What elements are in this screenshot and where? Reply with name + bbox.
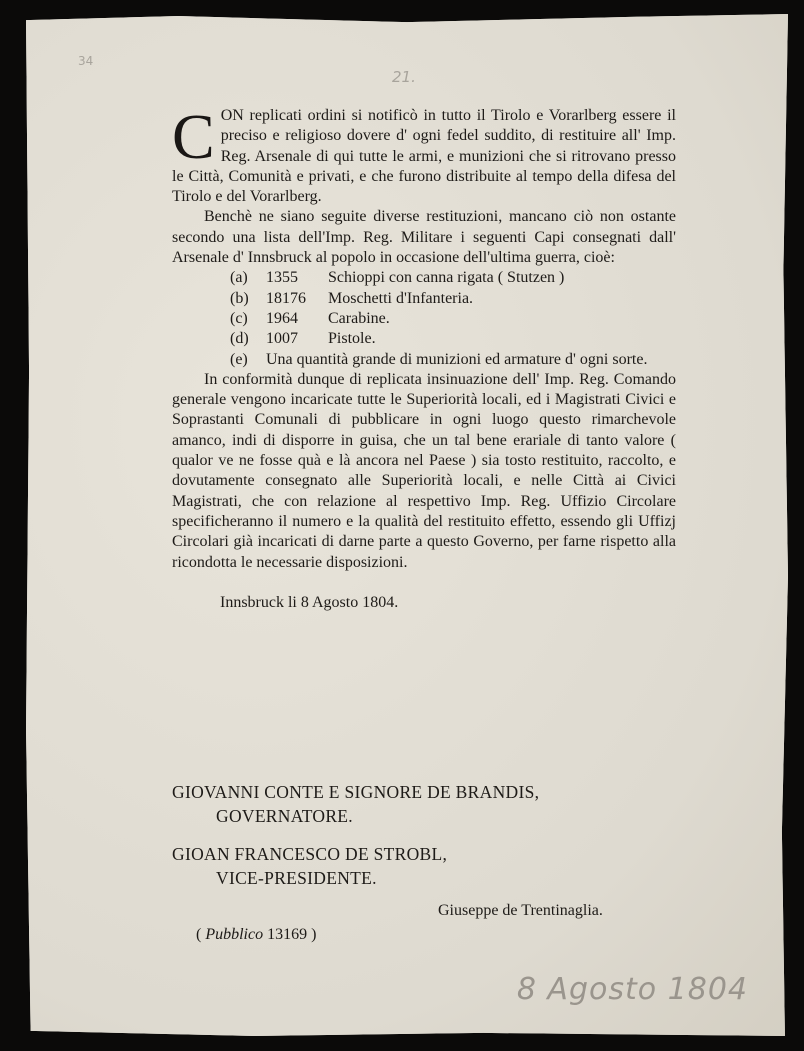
signature-vice-president (172, 842, 447, 890)
date-line: Innsbruck li 8 Agosto 1804. (220, 593, 399, 611)
list-item-e: (e) Una quantità grande di munizioni ed armature d' ogni sorte. (230, 350, 648, 368)
signature-governor (172, 780, 539, 828)
pencil-folio-left: 34 (78, 54, 94, 68)
signature-name: GIOAN FRANCESCO DE STROBL, (172, 844, 448, 864)
intro-paragraph (172, 101, 676, 207)
list-item: (c) 1964 Carabine. (230, 309, 390, 327)
drop-cap: C (172, 101, 215, 172)
printer-name: Giuseppe de Trentinaglia. (438, 902, 603, 919)
items-list (230, 268, 676, 349)
intro-text: ON replicati ordini si notificò in tutto il Tirolo e Vorarlberg essere il preciso e religioso dovere d' ogni fedel suddito, di restituire all' Imp. Reg. Arsenale di qui tutte le armi, e munizioni che si ritrovano presso le Città, Comunità e privati, e che furono distribuite al tempo della difesa del Tirolo e del Vorarlberg. (172, 107, 676, 206)
signature-role: VICE-PRESIDENTE. (216, 868, 377, 888)
list-item: (d) 1007 Pistole. (230, 330, 376, 348)
decree-body (172, 101, 676, 613)
pencil-folio-top: 21. (392, 68, 416, 86)
paragraph-2: Benchè ne siano seguite diverse restituzioni, mancano ciò non ostante secondo una lista dell'Imp. Reg. Militare i seguenti Capi consegnati dall' Arsenale d' Innsbruck al popolo in occasione dell'ultima guerra, cioè: (172, 208, 676, 267)
signature-role: GOVERNATORE. (216, 806, 353, 826)
pencil-date-note: 8 Agosto 1804 (516, 972, 748, 1007)
list-item: (a) 1355 Schioppi con canna rigata ( Stutzen ) (230, 269, 565, 287)
publication-number: ( Pubblico 13169 ) (196, 926, 317, 943)
paragraph-3: In conformità dunque di replicata insinuazione dell' Imp. Reg. Comando generale vengono incaricate tutte le Superiorità locali, ed i Magistrati Civici e Soprastanti Comunali di pubblicare in ogni luogo questo rimarchevole amanco, indi di disporre in guisa, che un tal bene erariale di tanto valore ( qualor ve ne fosse quà e là ancora nel Paese ) sia tosto restituito, raccolto, e dovutamente consegnato alle Superiorità locali, e nelle Città ai Civici Magistrati, che con relazione al respettivo Imp. Reg. Uffizio Circolare specificheranno il numero e la qualità del restituito effetto, essendo gli Uffizj Circolari già incaricati di darne parte a questo Governo, per farne rispetto alla ricondotta le necessarie disposizioni. (172, 370, 676, 571)
list-item: (b) 18176 Moschetti d'Infanteria. (230, 289, 474, 307)
signature-name: GIOVANNI CONTE E SIGNORE DE BRANDIS, (172, 782, 540, 802)
